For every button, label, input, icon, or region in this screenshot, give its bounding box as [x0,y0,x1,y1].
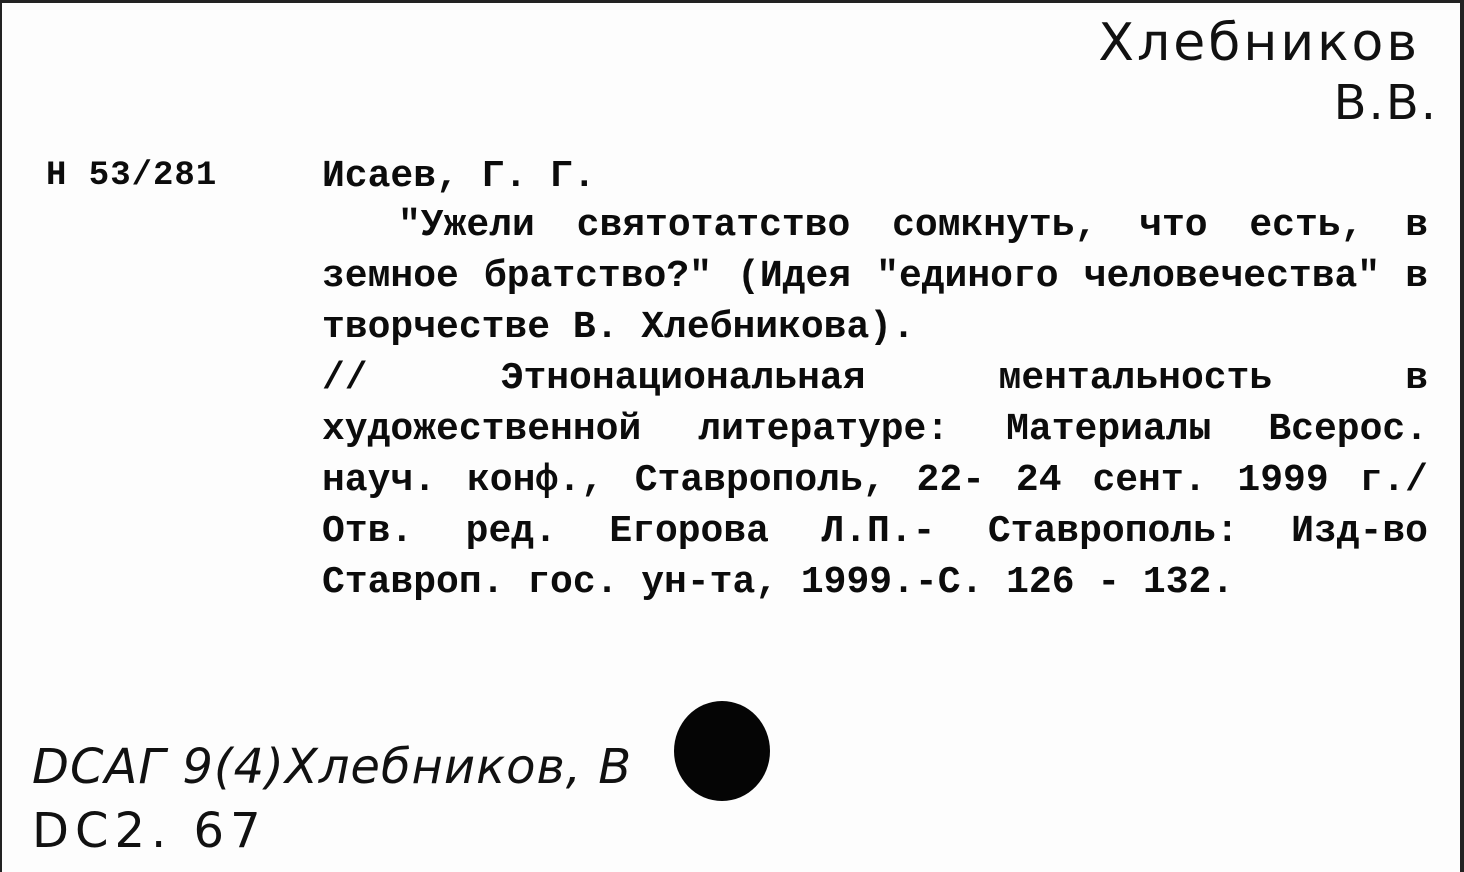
handwritten-heading-initials: В.В. [1333,75,1438,131]
shelf-mark: Н 53/281 [46,157,218,195]
title-paragraph: "Ужели святотатство сомкнуть, что есть, в земное братство?" (Идея "единого человечества" в творчестве В. Хлебникова). [322,204,1428,349]
handwritten-cipher: DC2. 67 [32,803,267,859]
bibliographic-description [322,200,1428,608]
punch-hole [674,701,770,801]
handwritten-classification: DCAГ 9(4)Хлебников, В [32,739,633,795]
handwritten-heading-name: Хлебников [1098,13,1420,73]
author-name: Исаев, Г. Г. [322,155,596,198]
source-paragraph: // Этнонациональная ментальность в художественной литературе: Материалы Всерос. науч. конф., Ставрополь, 22- 24 сент. 1999 г./ Отв. ред. Егорова Л.П.- Ставрополь: Изд-во Ставроп. гос. ун-та, 1999.-С. 126 - 132. [322,357,1428,604]
